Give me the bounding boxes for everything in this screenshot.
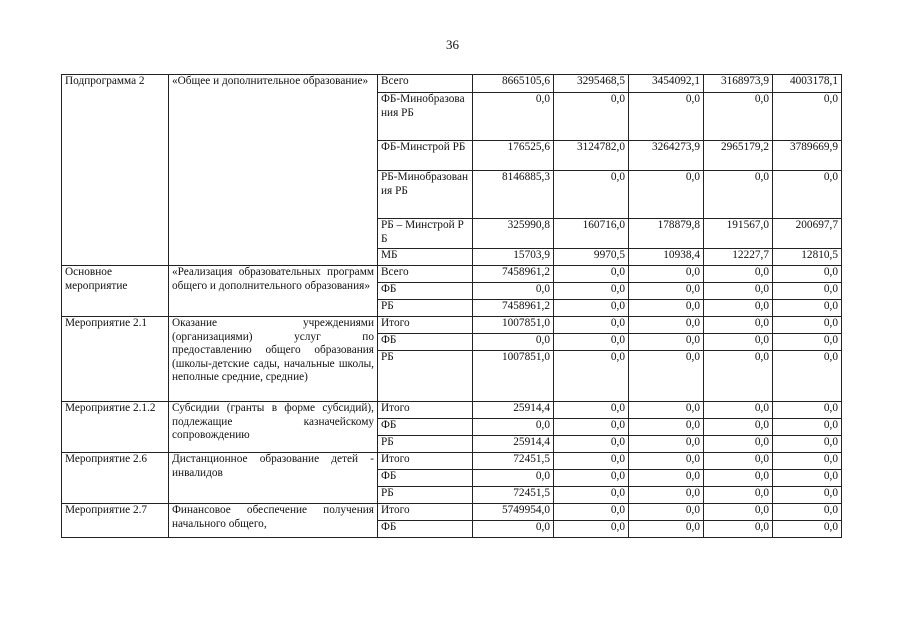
program-cell: Мероприятие 2.1 bbox=[62, 317, 169, 402]
funding-source-cell: ФБ-Минстрой РБ bbox=[378, 141, 473, 171]
amount-cell: 0,0 bbox=[473, 334, 554, 351]
amount-cell: 12810,5 bbox=[773, 249, 842, 266]
program-cell: Мероприятие 2.7 bbox=[62, 504, 169, 538]
table-row bbox=[62, 453, 842, 470]
amount-cell: 0,0 bbox=[554, 171, 629, 219]
amount-cell: 0,0 bbox=[773, 402, 842, 419]
amount-cell: 1007851,0 bbox=[473, 317, 554, 334]
funding-source-cell: Итого bbox=[378, 317, 473, 334]
amount-cell: 0,0 bbox=[554, 317, 629, 334]
funding-source-cell: Итого bbox=[378, 402, 473, 419]
amount-cell: 191567,0 bbox=[704, 219, 773, 249]
amount-cell: 0,0 bbox=[629, 93, 704, 141]
amount-cell: 25914,4 bbox=[473, 436, 554, 453]
amount-cell: 0,0 bbox=[554, 402, 629, 419]
amount-cell: 0,0 bbox=[629, 402, 704, 419]
amount-cell: 325990,8 bbox=[473, 219, 554, 249]
amount-cell: 15703,9 bbox=[473, 249, 554, 266]
amount-cell: 0,0 bbox=[554, 93, 629, 141]
amount-cell: 0,0 bbox=[773, 266, 842, 283]
amount-cell: 12227,7 bbox=[704, 249, 773, 266]
amount-cell: 0,0 bbox=[704, 453, 773, 470]
amount-cell: 0,0 bbox=[629, 171, 704, 219]
amount-cell: 0,0 bbox=[704, 504, 773, 521]
amount-cell: 0,0 bbox=[773, 300, 842, 317]
amount-cell: 2965179,2 bbox=[704, 141, 773, 171]
description-cell: Дистанционное образование детей - инвалидов bbox=[169, 453, 378, 504]
amount-cell: 0,0 bbox=[629, 317, 704, 334]
amount-cell: 0,0 bbox=[704, 300, 773, 317]
amount-cell: 8146885,3 bbox=[473, 171, 554, 219]
amount-cell: 0,0 bbox=[554, 504, 629, 521]
amount-cell: 0,0 bbox=[704, 317, 773, 334]
amount-cell: 72451,5 bbox=[473, 487, 554, 504]
amount-cell: 0,0 bbox=[554, 470, 629, 487]
table-row bbox=[62, 317, 842, 334]
program-cell: Основное мероприятие bbox=[62, 266, 169, 317]
funding-source-cell: МБ bbox=[378, 249, 473, 266]
table-row bbox=[62, 75, 842, 93]
amount-cell: 0,0 bbox=[629, 504, 704, 521]
amount-cell: 8665105,6 bbox=[473, 75, 554, 93]
amount-cell: 0,0 bbox=[473, 93, 554, 141]
amount-cell: 178879,8 bbox=[629, 219, 704, 249]
amount-cell: 0,0 bbox=[554, 266, 629, 283]
amount-cell: 0,0 bbox=[473, 419, 554, 436]
amount-cell: 0,0 bbox=[554, 436, 629, 453]
funding-source-cell: РБ bbox=[378, 351, 473, 402]
amount-cell: 0,0 bbox=[629, 419, 704, 436]
amount-cell: 1007851,0 bbox=[473, 351, 554, 402]
amount-cell: 0,0 bbox=[473, 470, 554, 487]
funding-source-cell: Итого bbox=[378, 453, 473, 470]
program-cell: Мероприятие 2.1.2 bbox=[62, 402, 169, 453]
table-row bbox=[62, 504, 842, 521]
amount-cell: 0,0 bbox=[704, 266, 773, 283]
amount-cell: 0,0 bbox=[704, 470, 773, 487]
amount-cell: 0,0 bbox=[704, 171, 773, 219]
amount-cell: 0,0 bbox=[773, 436, 842, 453]
description-cell: «Общее и дополнительное образование» bbox=[169, 75, 378, 266]
amount-cell: 0,0 bbox=[704, 402, 773, 419]
description-cell: Субсидии (гранты в форме субсидий), подлежащие казначейскому сопровождению bbox=[169, 402, 378, 453]
funding-source-cell: РБ bbox=[378, 436, 473, 453]
amount-cell: 3168973,9 bbox=[704, 75, 773, 93]
funding-source-cell: РБ bbox=[378, 487, 473, 504]
amount-cell: 3454092,1 bbox=[629, 75, 704, 93]
amount-cell: 7458961,2 bbox=[473, 266, 554, 283]
description-cell: Оказание учреждениями (организациями) услуг по предоставлению общего образования (школы-детские сады, начальные школы, неполные средние, средние) bbox=[169, 317, 378, 402]
amount-cell: 0,0 bbox=[554, 351, 629, 402]
amount-cell: 0,0 bbox=[629, 351, 704, 402]
amount-cell: 0,0 bbox=[773, 334, 842, 351]
table-row bbox=[62, 402, 842, 419]
funding-source-cell: ФБ bbox=[378, 283, 473, 300]
table-row bbox=[62, 266, 842, 283]
amount-cell: 0,0 bbox=[554, 419, 629, 436]
amount-cell: 200697,7 bbox=[773, 219, 842, 249]
budget-table-body bbox=[62, 75, 842, 538]
amount-cell: 0,0 bbox=[773, 419, 842, 436]
page-number: 36 bbox=[446, 37, 459, 52]
amount-cell: 0,0 bbox=[773, 93, 842, 141]
funding-source-cell: РБ-Минобразования РБ bbox=[378, 171, 473, 219]
amount-cell: 0,0 bbox=[554, 487, 629, 504]
amount-cell: 0,0 bbox=[773, 351, 842, 402]
funding-source-cell: РБ – Минстрой РБ bbox=[378, 219, 473, 249]
amount-cell: 0,0 bbox=[629, 283, 704, 300]
funding-source-cell: Всего bbox=[378, 266, 473, 283]
description-cell: «Реализация образовательных программ общего и дополнительного образования» bbox=[169, 266, 378, 317]
amount-cell: 5749954,0 bbox=[473, 504, 554, 521]
amount-cell: 0,0 bbox=[773, 317, 842, 334]
amount-cell: 72451,5 bbox=[473, 453, 554, 470]
funding-source-cell: ФБ bbox=[378, 470, 473, 487]
amount-cell: 0,0 bbox=[704, 351, 773, 402]
budget-table bbox=[61, 74, 842, 538]
amount-cell: 0,0 bbox=[629, 453, 704, 470]
amount-cell: 176525,6 bbox=[473, 141, 554, 171]
amount-cell: 0,0 bbox=[473, 521, 554, 538]
funding-source-cell: ФБ bbox=[378, 419, 473, 436]
amount-cell: 0,0 bbox=[704, 487, 773, 504]
amount-cell: 25914,4 bbox=[473, 402, 554, 419]
amount-cell: 0,0 bbox=[773, 504, 842, 521]
amount-cell: 9970,5 bbox=[554, 249, 629, 266]
description-cell: Финансовое обеспечение получения начального общего, bbox=[169, 504, 378, 538]
amount-cell: 3124782,0 bbox=[554, 141, 629, 171]
amount-cell: 0,0 bbox=[629, 266, 704, 283]
amount-cell: 3295468,5 bbox=[554, 75, 629, 93]
program-cell: Мероприятие 2.6 bbox=[62, 453, 169, 504]
amount-cell: 0,0 bbox=[629, 487, 704, 504]
amount-cell: 0,0 bbox=[473, 283, 554, 300]
amount-cell: 3789669,9 bbox=[773, 141, 842, 171]
amount-cell: 0,0 bbox=[773, 283, 842, 300]
amount-cell: 0,0 bbox=[773, 171, 842, 219]
amount-cell: 0,0 bbox=[554, 521, 629, 538]
amount-cell: 0,0 bbox=[773, 470, 842, 487]
funding-source-cell: РБ bbox=[378, 300, 473, 317]
amount-cell: 0,0 bbox=[629, 470, 704, 487]
amount-cell: 0,0 bbox=[554, 300, 629, 317]
funding-source-cell: ФБ bbox=[378, 334, 473, 351]
amount-cell: 0,0 bbox=[704, 419, 773, 436]
amount-cell: 10938,4 bbox=[629, 249, 704, 266]
amount-cell: 0,0 bbox=[773, 487, 842, 504]
amount-cell: 0,0 bbox=[704, 436, 773, 453]
amount-cell: 3264273,9 bbox=[629, 141, 704, 171]
amount-cell: 0,0 bbox=[629, 300, 704, 317]
amount-cell: 0,0 bbox=[704, 521, 773, 538]
amount-cell: 0,0 bbox=[773, 453, 842, 470]
amount-cell: 4003178,1 bbox=[773, 75, 842, 93]
amount-cell: 0,0 bbox=[629, 334, 704, 351]
amount-cell: 0,0 bbox=[554, 334, 629, 351]
amount-cell: 0,0 bbox=[704, 283, 773, 300]
funding-source-cell: ФБ-Минобразования РБ bbox=[378, 93, 473, 141]
amount-cell: 0,0 bbox=[554, 453, 629, 470]
funding-source-cell: Всего bbox=[378, 75, 473, 93]
amount-cell: 160716,0 bbox=[554, 219, 629, 249]
amount-cell: 0,0 bbox=[704, 334, 773, 351]
amount-cell: 0,0 bbox=[629, 521, 704, 538]
amount-cell: 7458961,2 bbox=[473, 300, 554, 317]
amount-cell: 0,0 bbox=[554, 283, 629, 300]
amount-cell: 0,0 bbox=[704, 93, 773, 141]
amount-cell: 0,0 bbox=[629, 436, 704, 453]
program-cell: Подпрограмма 2 bbox=[62, 75, 169, 266]
amount-cell: 0,0 bbox=[773, 521, 842, 538]
funding-source-cell: ФБ bbox=[378, 521, 473, 538]
funding-source-cell: Итого bbox=[378, 504, 473, 521]
